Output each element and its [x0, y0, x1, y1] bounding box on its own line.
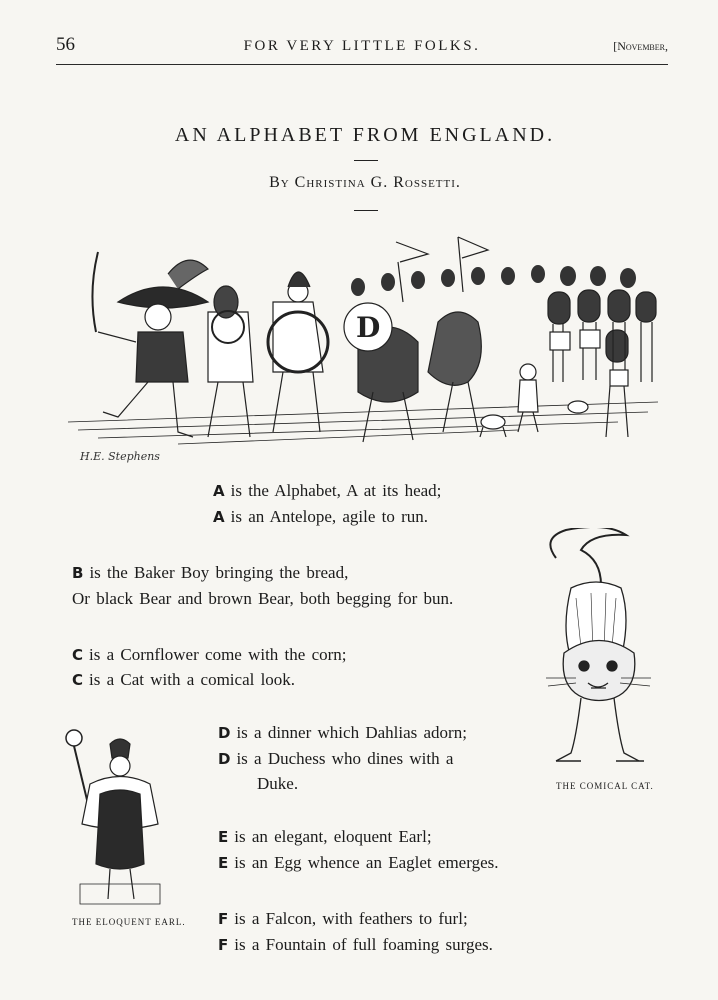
- verse-line: [72, 670, 295, 690]
- verse-letter: D: [218, 724, 231, 742]
- verse-text: is the Baker Boy bringing the bread,: [89, 563, 349, 582]
- verse-text: Duke.: [257, 774, 299, 793]
- verse-line: [218, 749, 453, 769]
- verse-text: is an Egg whence an Eaglet emerges.: [234, 853, 499, 872]
- procession-illustration: [58, 232, 666, 472]
- verse-letter: E: [218, 828, 229, 846]
- verse-letter: F: [218, 910, 229, 928]
- verse-letter: B: [72, 564, 84, 582]
- verse-line: [213, 481, 441, 501]
- running-month: [November,: [613, 39, 668, 53]
- poem-title: AN ALPHABET FROM ENGLAND.: [174, 124, 556, 146]
- verse-line: [218, 853, 498, 873]
- verse-text: is a dinner which Dahlias adorn;: [236, 723, 467, 742]
- byline: By Christina G. Rossetti.: [269, 174, 461, 191]
- verse-line: [257, 774, 298, 794]
- verse-text: is a Cat with a comical look.: [89, 670, 296, 689]
- verse-letter: A: [213, 482, 225, 500]
- verse-line: [72, 645, 347, 665]
- verse-text: is the Alphabet, A at its head;: [230, 481, 442, 500]
- verse-text: is a Falcon, with feathers to furl;: [234, 909, 468, 928]
- verse-letter: A: [213, 508, 225, 526]
- verse-letter: D: [218, 750, 231, 768]
- verse-line: [213, 507, 428, 527]
- verse-letter: F: [218, 936, 229, 954]
- verse-text: is a Fountain of full foaming surges.: [234, 935, 493, 954]
- verse-text: is a Cornflower come with the corn;: [89, 645, 347, 664]
- page-number: 56: [56, 34, 75, 55]
- verse-text: is a Duchess who dines with a: [236, 749, 454, 768]
- verse-text: is an elegant, eloquent Earl;: [234, 827, 432, 846]
- header-rule: [56, 64, 668, 65]
- cat-caption: THE COMICAL CAT.: [556, 781, 654, 791]
- illustrator-signature: H.E. Stephens: [80, 450, 160, 463]
- title-divider: [354, 160, 378, 161]
- svg-text:D: D: [356, 311, 381, 344]
- running-title: FOR VERY LITTLE FOLKS.: [243, 38, 481, 54]
- earl-caption: THE ELOQUENT EARL.: [72, 917, 186, 927]
- verse-letter: E: [218, 854, 229, 872]
- verse-letter: C: [72, 671, 84, 689]
- verse-line: [218, 723, 467, 743]
- verse-letter: C: [72, 646, 84, 664]
- verse-line: [72, 589, 453, 609]
- eloquent-earl-illustration: [60, 724, 180, 909]
- running-header: [56, 34, 668, 60]
- verse-line: [72, 563, 348, 583]
- verse-text: is an Antelope, agile to run.: [230, 507, 429, 526]
- verse-line: [218, 827, 432, 847]
- byline-divider: [354, 210, 378, 211]
- comical-cat-illustration: [536, 528, 666, 778]
- verse-text: Or black Bear and brown Bear, both begging for bun.: [72, 589, 454, 608]
- verse-line: [218, 935, 493, 955]
- verse-line: [218, 909, 468, 929]
